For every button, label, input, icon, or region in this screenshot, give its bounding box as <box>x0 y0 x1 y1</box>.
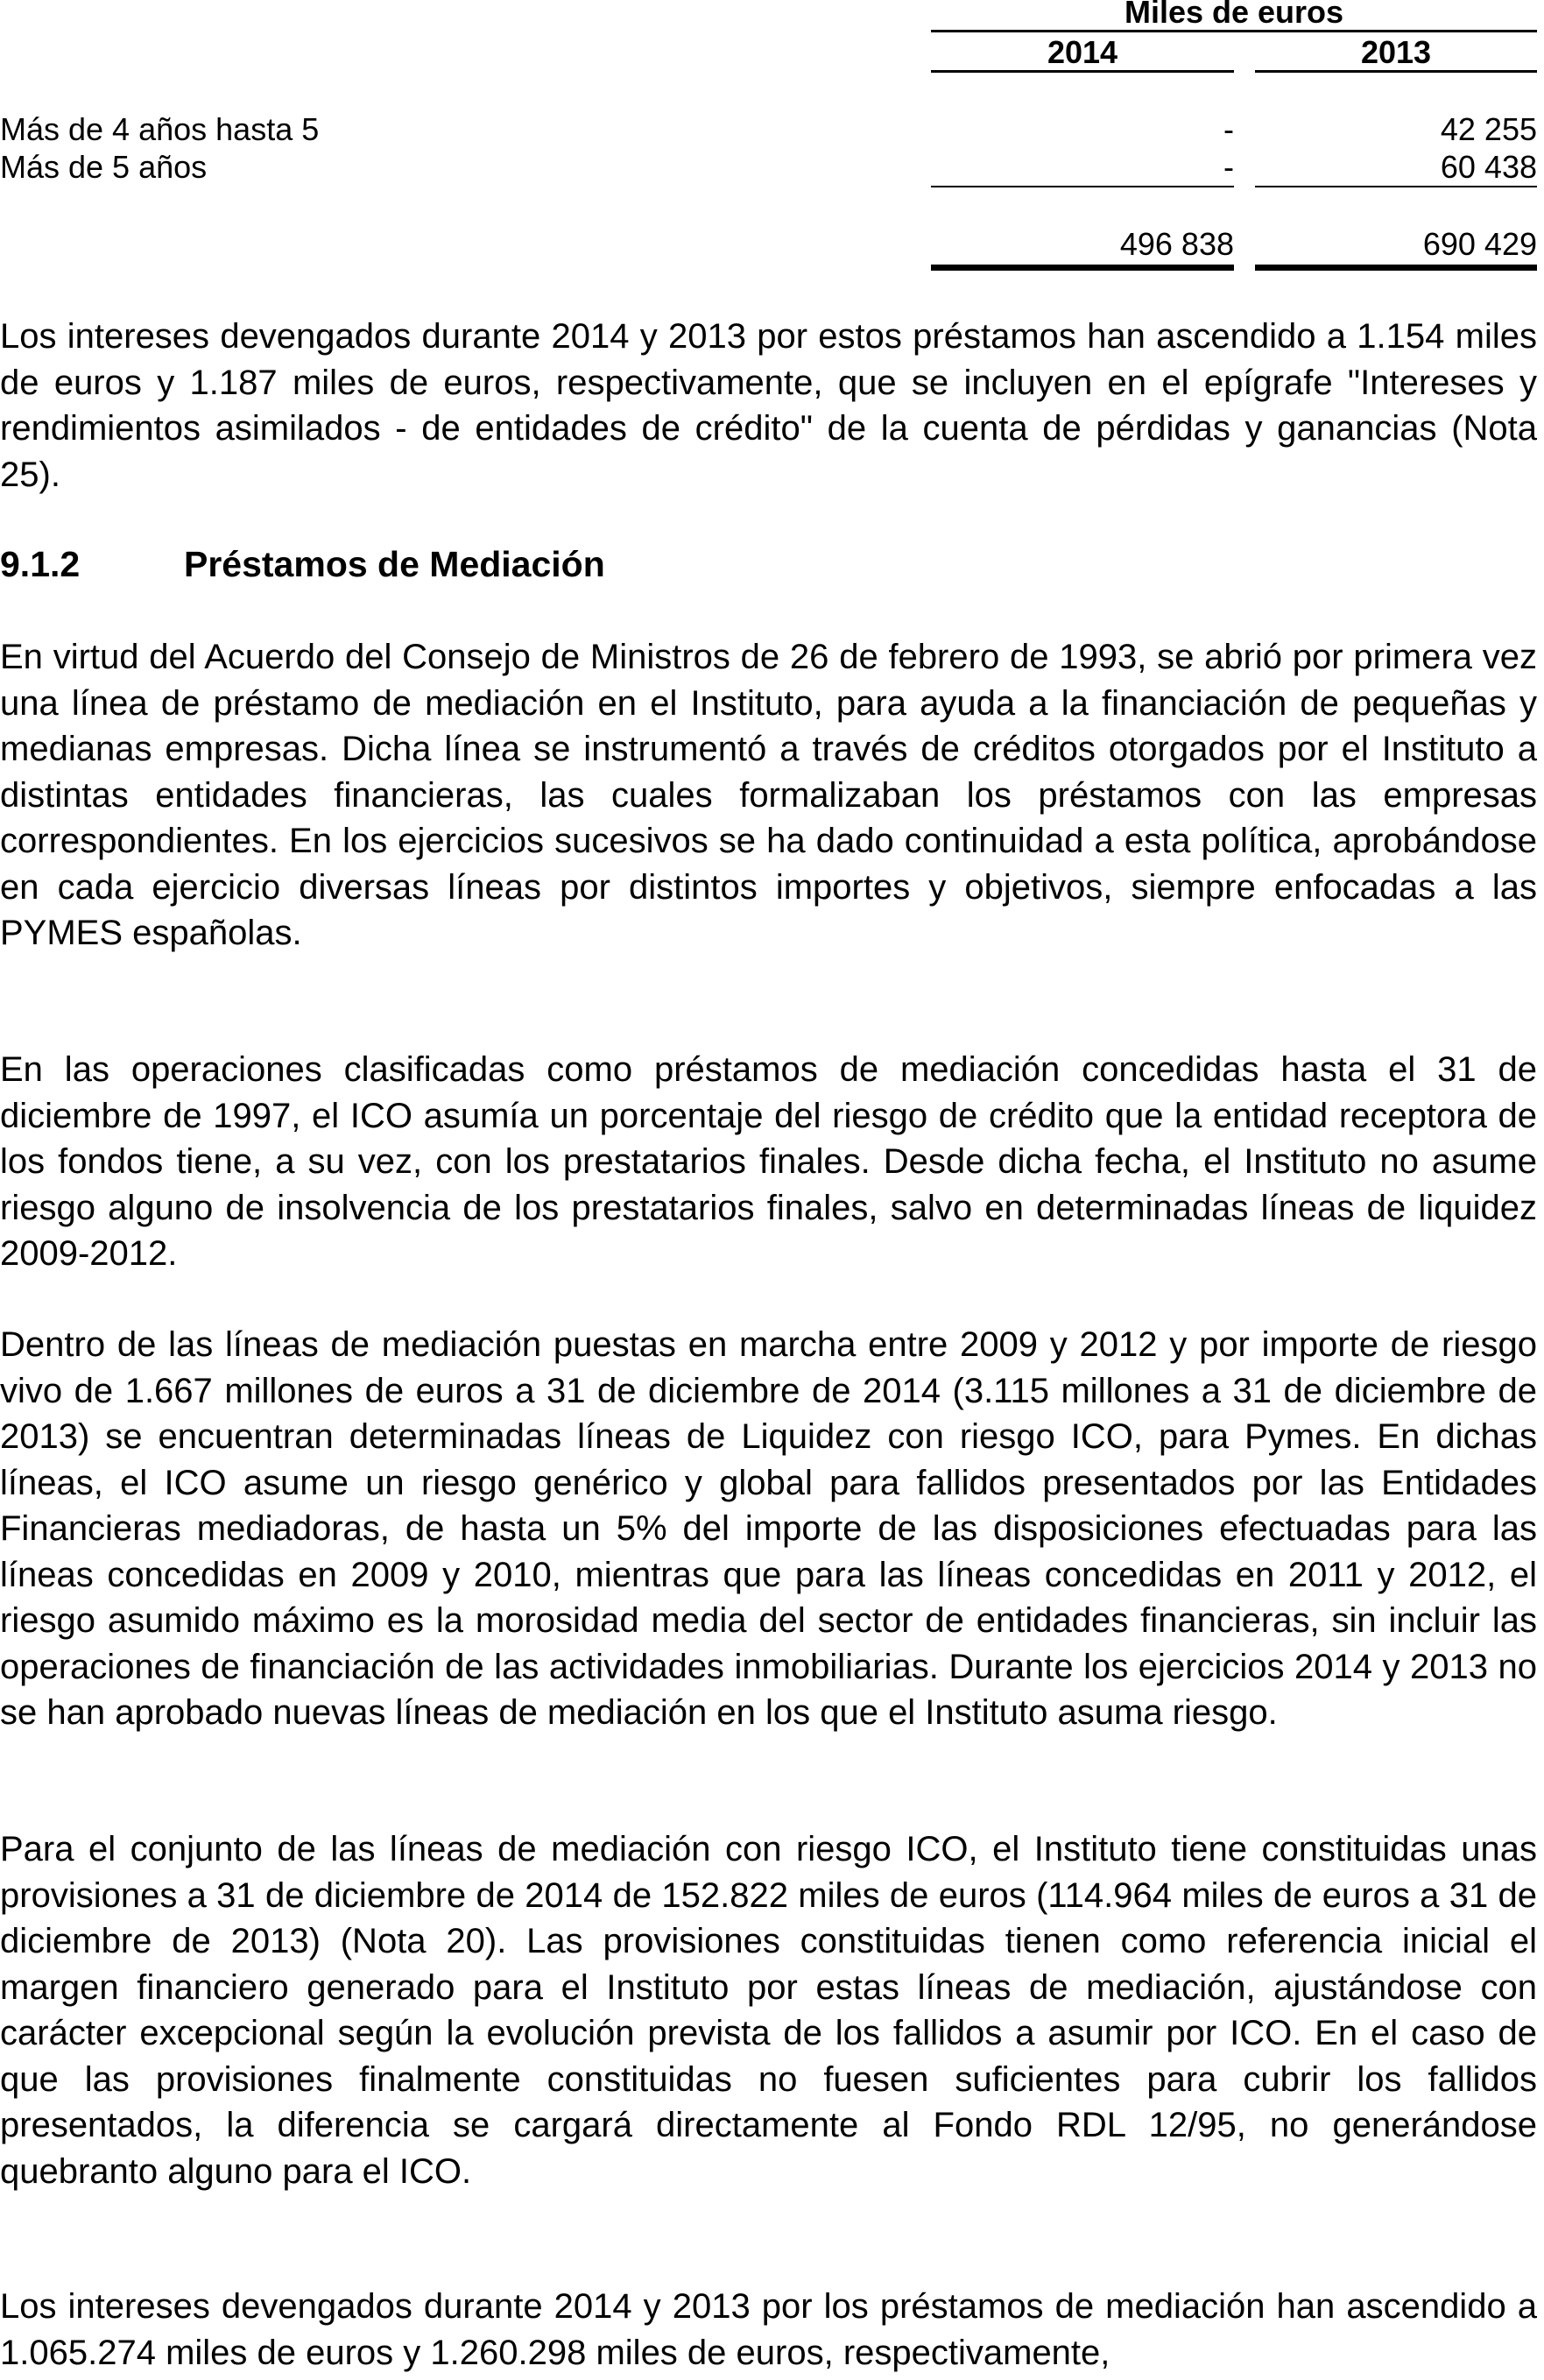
paragraph-liquidity-lines: Dentro de las líneas de mediación puestas en marcha entre 2009 y 2012 y por importe de riesgo vivo de 1.667 millones de euros a 31 de diciembre de 2014 (3.115 millones a 31 de diciembre de 2013) se encuentran determinadas líneas de Liquidez con riesgo ICO, para Pymes. En dichas líneas, el ICO asume un riesgo genérico y global para fallidos presentados por las Entidades Financieras mediadoras, de hasta un 5% del importe de las disposiciones efectuadas para las líneas concedidas en 2009 y 2010, mientras que para las líneas concedidas en 2011 y 2012, el riesgo asumido máximo es la morosidad media del sector de entidades financieras, sin incluir las operaciones de financiación de las actividades inmobiliarias. Durante los ejercicios 2014 y 2013 no se han aprobado nuevas líneas de mediación en los que el Instituto asuma riesgo. <box>0 1325 1537 1732</box>
total-rule-2014 <box>931 265 1234 271</box>
subtotal-rule-2014 <box>931 186 1234 187</box>
section-number: 9.1.2 <box>0 544 81 584</box>
column-rule-2014 <box>931 70 1234 73</box>
paragraph-mediation-history: En virtud del Acuerdo del Consejo de Ministros de 26 de febrero de 1993, se abrió por primera vez una línea de préstamo de mediación en el Instituto, para ayuda a la financiación de pequeñas y medianas empresas. Dicha línea se instrumentó a través de créditos otorgados por el Instituto a distintas entidades financieras, las cuales formalizaban los préstamos con las empresas correspondientes. En los ejercicios sucesivos se ha dado continuidad a esta política, aprobándose en cada ejercicio diversas líneas por distintos importes y objetivos, siempre enfocadas a las PYMES españolas. <box>0 638 1537 952</box>
total-2013: 690 429 <box>1422 226 1537 262</box>
row-4-to-5-years-2014: - <box>1223 111 1234 147</box>
total-rule-2013 <box>1255 265 1537 271</box>
row-4-to-5-years-2013: 42 255 <box>1440 111 1537 147</box>
column-header-2013: 2013 <box>1360 34 1432 70</box>
table-unit-header: Miles de euros <box>1124 0 1344 30</box>
paragraph-interest-loans: Los intereses devengados durante 2014 y 2013 por estos préstamos han ascendido a 1.154 miles de euros y 1.187 miles de euros, respectivamente, que se incluyen en el epígrafe "Intereses y rendimientos asimilados - de entidades de crédito" de la cuenta de pérdidas y ganancias (Nota 25). <box>0 317 1537 494</box>
section-title: Préstamos de Mediación <box>184 544 605 584</box>
subtotal-rule-2013 <box>1255 186 1537 187</box>
section-heading <box>0 541 605 587</box>
column-rule-2013 <box>1255 70 1537 73</box>
column-header-2014: 2014 <box>1047 34 1118 70</box>
row-label-over-5-years: Más de 5 años <box>0 149 208 185</box>
total-2014: 496 838 <box>1119 226 1234 262</box>
header-rule <box>931 30 1537 32</box>
row-over-5-years-2014: - <box>1223 149 1234 185</box>
row-over-5-years-2013: 60 438 <box>1440 149 1537 185</box>
paragraph-provisions: Para el conjunto de las líneas de mediación con riesgo ICO, el Instituto tiene constituidas unas provisiones a 31 de diciembre de 2014 de 152.822 miles de euros (114.964 miles de euros a 31 de diciembre de 2013) (Nota 20). Las provisiones constituidas tienen como referencia inicial el margen financiero generado para el Instituto por estas líneas de mediación, ajustándose con carácter excepcional según la evolución prevista de los fallidos a asumir por ICO. En el caso de que las provisiones finalmente constituidas no fuesen suficientes para cubrir los fallidos presentados, la diferencia se cargará directamente al Fondo RDL 12/95, no generándose quebranto alguno para el ICO. <box>0 1830 1537 2191</box>
paragraph-credit-risk: En las operaciones clasificadas como préstamos de mediación concedidas hasta el 31 de diciembre de 1997, el ICO asumía un porcentaje del riesgo de crédito que la entidad receptora de los fondos tiene, a su vez, con los prestatarios finales. Desde dicha fecha, el Instituto no asume riesgo alguno de insolvencia de los prestatarios finales, salvo en determinadas líneas de liquidez 2009-2012. <box>0 1050 1537 1273</box>
paragraph-mediation-interest: Los intereses devengados durante 2014 y 2013 por los préstamos de mediación han ascendido a 1.065.274 miles de euros y 1.260.298 miles de euros, respectivamente, <box>0 2287 1537 2372</box>
row-label-4-to-5-years: Más de 4 años hasta 5 <box>0 111 320 147</box>
